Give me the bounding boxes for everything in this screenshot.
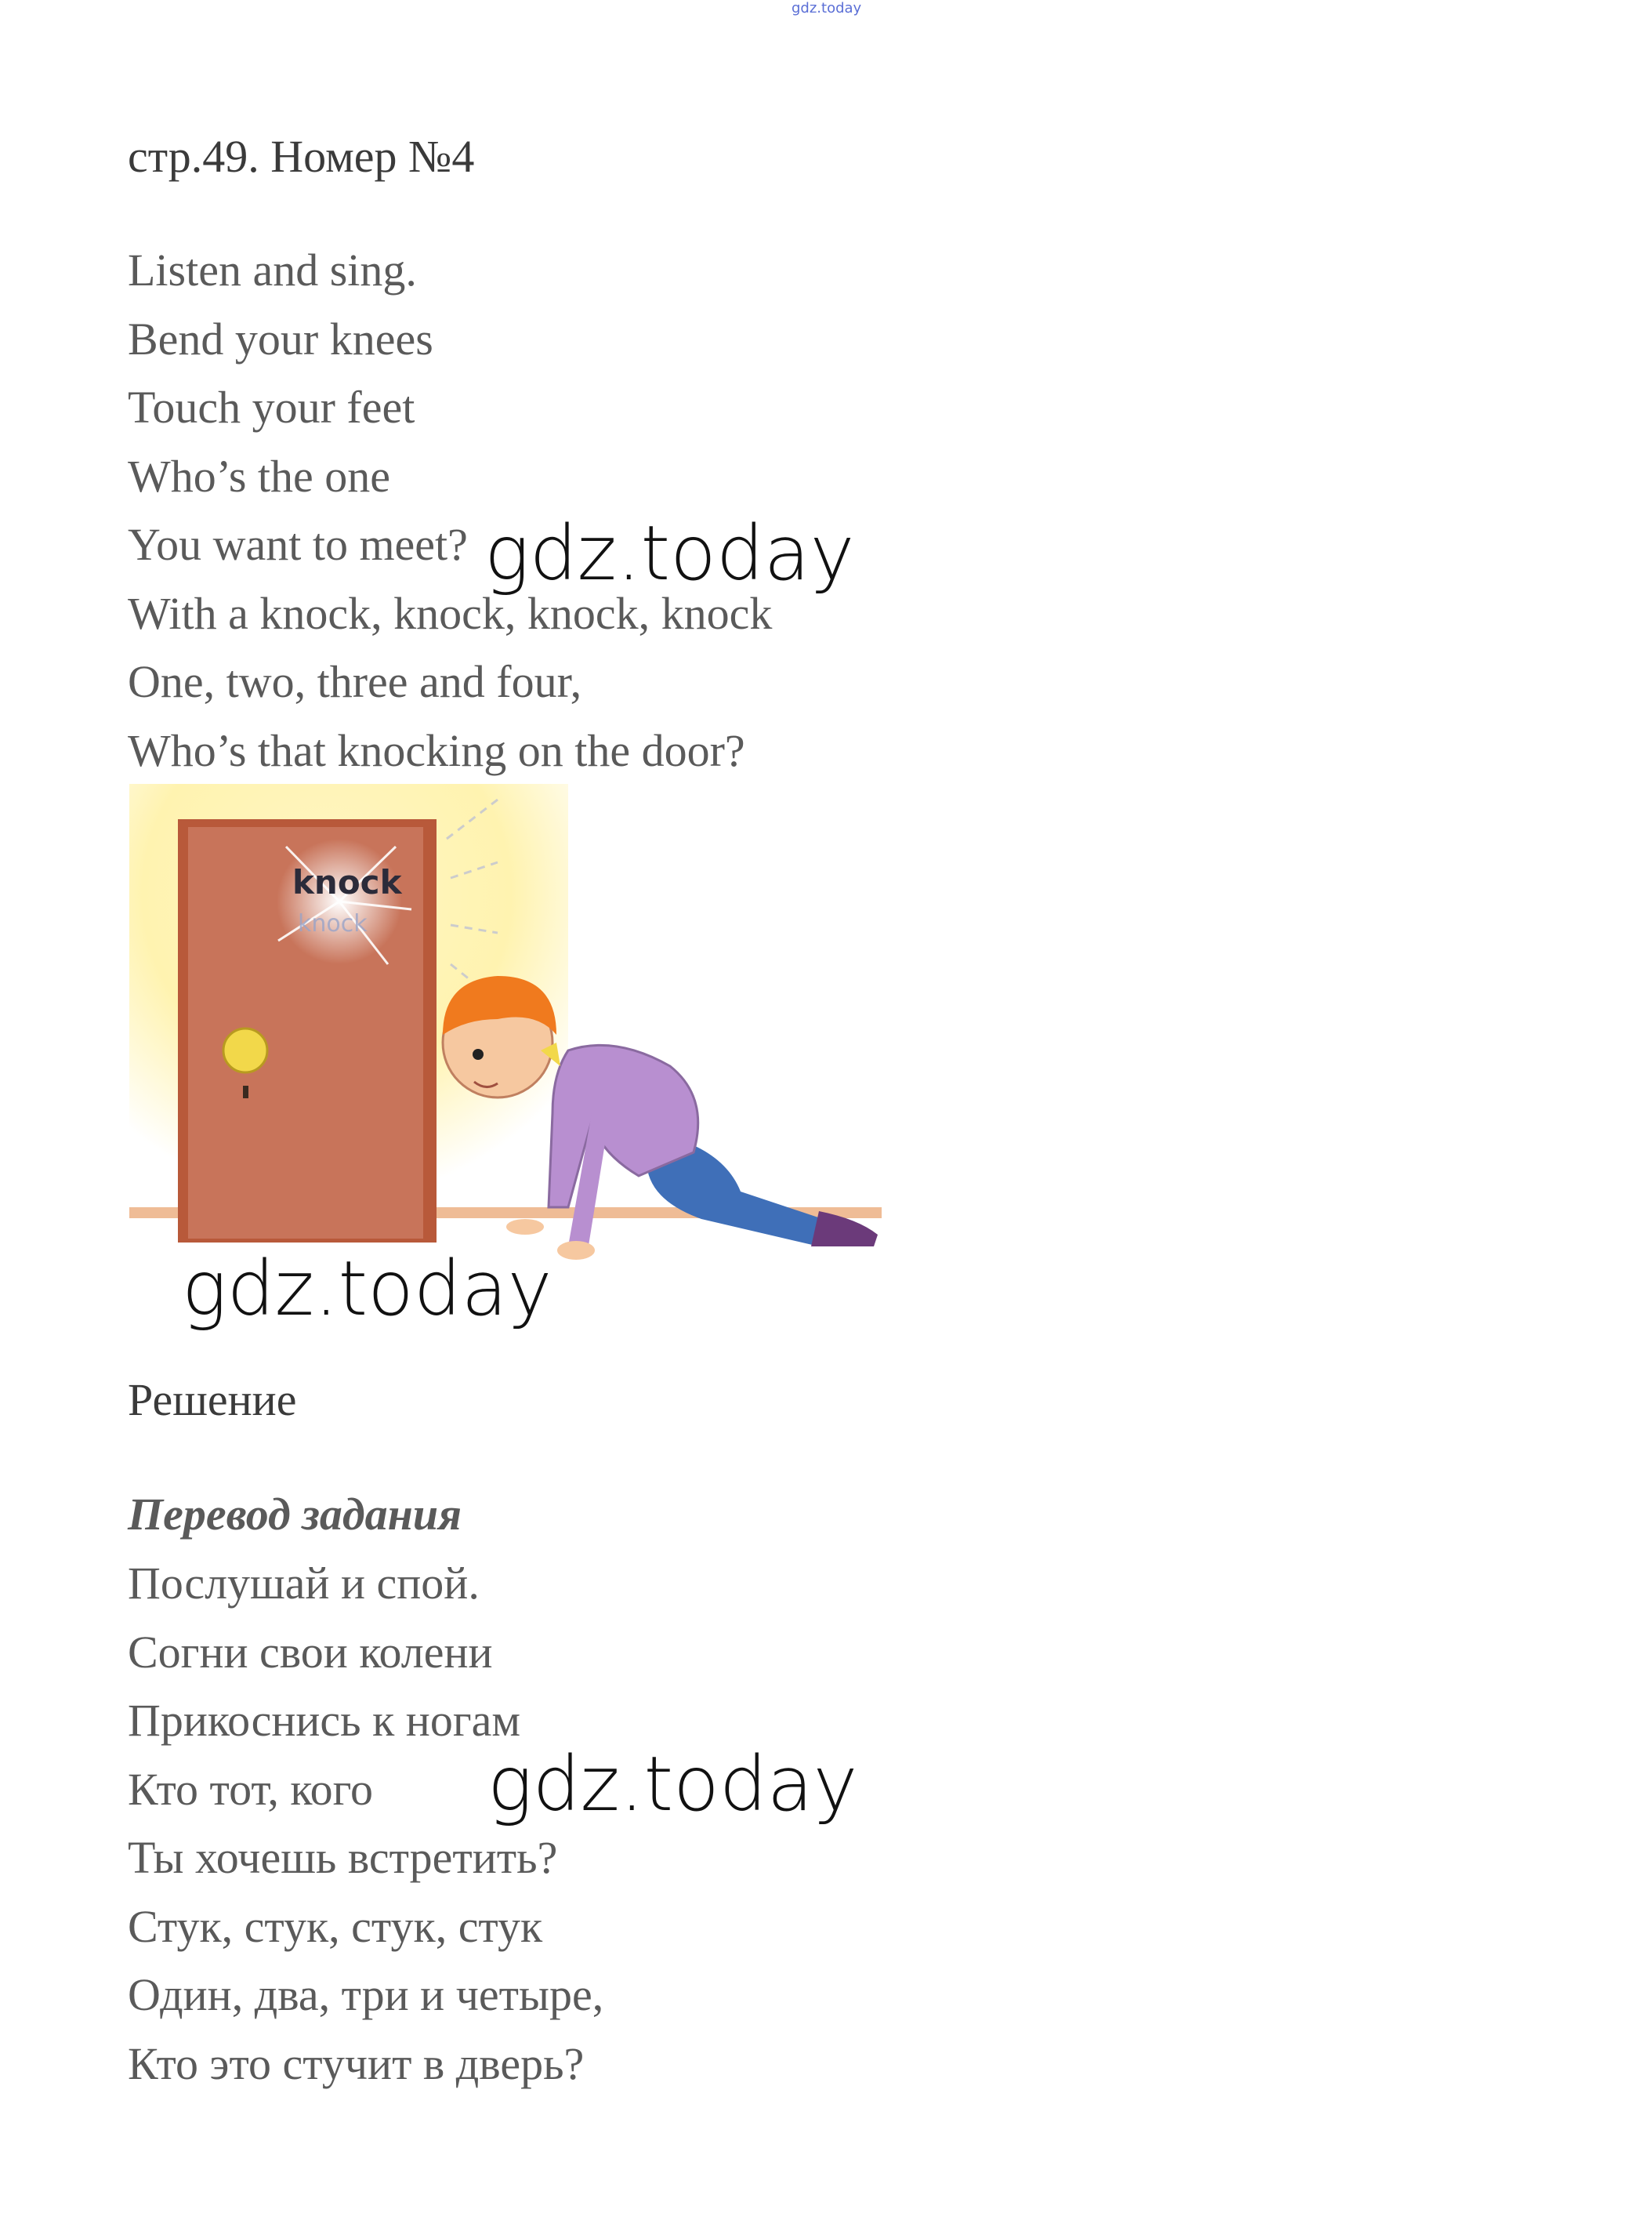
translation-line: Согни свои колени bbox=[128, 1626, 493, 1678]
door-knock-text: knock bbox=[292, 863, 402, 902]
translation-line: Стук, стук, стук, стук bbox=[128, 1900, 543, 1952]
translation-line: Кто тот, кого bbox=[128, 1763, 373, 1815]
door-knock-illustration bbox=[129, 784, 882, 1309]
boy-eye bbox=[473, 1049, 484, 1060]
watermark: gdz.today bbox=[182, 1245, 552, 1333]
translation-line: Послушай и спой. bbox=[128, 1558, 480, 1609]
translation-line: Прикоснись к ногам bbox=[128, 1695, 521, 1746]
watermark: gdz.today bbox=[487, 1740, 858, 1828]
task-line: Bend your knees bbox=[128, 313, 433, 365]
translation-title: Перевод задания bbox=[128, 1489, 462, 1540]
doorknob bbox=[223, 1029, 267, 1072]
translation-line: Кто это стучит в дверь? bbox=[128, 2037, 585, 2089]
translation-line: Ты хочешь встретить? bbox=[128, 1832, 558, 1883]
door-knock-text-faded: knock bbox=[298, 910, 368, 938]
boy-hand bbox=[557, 1241, 595, 1260]
site-mark: gdz.today bbox=[792, 0, 862, 16]
boy-hand-2 bbox=[506, 1219, 544, 1235]
solution-label: Решение bbox=[128, 1374, 297, 1425]
translation-line: Один, два, три и четыре, bbox=[128, 1969, 604, 2020]
task-line: Who’s that knocking on the door? bbox=[128, 724, 745, 776]
keyhole bbox=[243, 1086, 248, 1098]
watermark: gdz.today bbox=[484, 510, 855, 597]
task-line: Who’s the one bbox=[128, 450, 391, 502]
task-line: Listen and sing. bbox=[128, 245, 417, 296]
task-line: You want to meet? bbox=[128, 519, 468, 570]
task-line: One, two, three and four, bbox=[128, 656, 582, 707]
task-line: With a knock, knock, knock, knock bbox=[128, 587, 773, 639]
task-line: Touch your feet bbox=[128, 382, 415, 433]
page-title: стр.49. Номер №4 bbox=[128, 131, 475, 182]
